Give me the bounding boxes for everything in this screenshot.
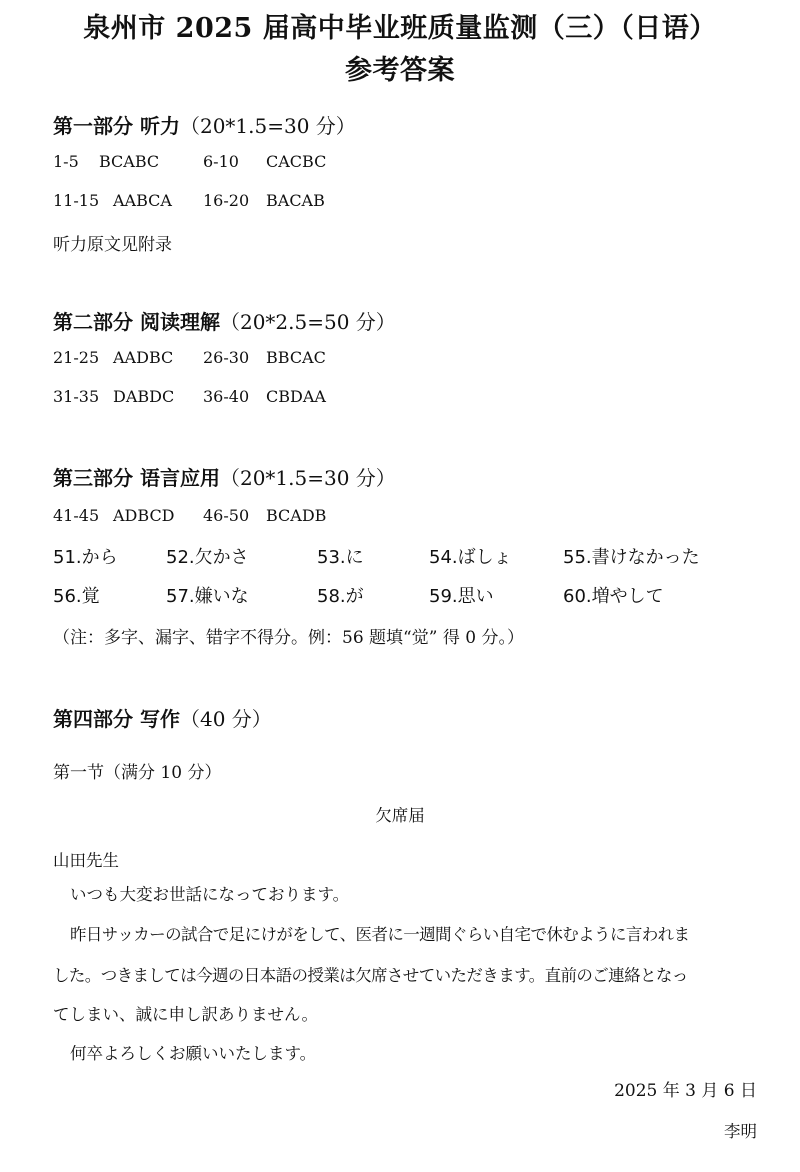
answer-letters: AADBC [113,348,174,367]
part3-note: （注：多字、漏字、错字不得分。例：56 题填“觉” 得 0 分。） [53,628,524,648]
letter-signature: 李明 [724,1122,757,1141]
part3-title: 第三部分 语言应用 [53,466,220,490]
document-title: 泉州市 2025 届高中毕业班质量监测（三）（日语） [83,13,717,44]
part2-heading [53,306,396,335]
fill-answer: 56.覚 [53,586,100,607]
answer-range: 11-15 [53,191,100,210]
letter-paragraph: いつも大変お世話になっております。 [70,885,350,904]
part4-section: 第一节（满分 10 分） [53,763,222,783]
answer-letters: BBCAC [266,348,326,367]
fill-answer: 55.書けなかった [563,547,700,568]
part4-score: （40 分） [179,707,272,731]
part2-title: 第二部分 阅读理解 [53,310,220,334]
letter-paragraph: 何卒よろしくお願いいたします。 [70,1044,317,1063]
answer-letters: BACAB [266,191,325,210]
answer-range: 31-35 [53,387,100,406]
part4-title: 第四部分 写作 [53,707,180,731]
answer-range: 6-10 [203,152,239,171]
part1-heading [53,110,356,139]
part1-title: 第一部分 听力 [53,114,180,138]
fill-answer: 51.から [53,547,118,568]
fill-answer: 54.ばしょ [429,547,512,568]
answer-range: 36-40 [203,387,250,406]
answer-range: 41-45 [53,506,100,525]
part3-score: （20*1.5=30 分） [219,466,396,490]
part4-heading [53,703,272,732]
fill-answer: 53.に [317,547,364,568]
answer-letters: CBDAA [266,387,326,406]
fill-answer: 59.思い [429,586,494,607]
part1-note: 听力原文见附录 [53,235,172,255]
answer-letters: AABCA [113,191,172,210]
answer-range: 1-5 [53,152,79,171]
answer-letters: BCADB [266,506,327,525]
fill-answer: 57.嫌いな [166,586,249,607]
answer-range: 21-25 [53,348,100,367]
answer-letters: CACBC [266,152,327,171]
letter-salutation: 山田先生 [53,851,119,870]
letter-paragraph: した。つきましては今週の日本語の授業は欠席させていただきます。直前のご連絡となっ [53,966,688,985]
answer-letters: DABDC [113,387,175,406]
part3-heading [53,462,396,491]
answer-letters: ADBCD [113,506,175,525]
answer-range: 26-30 [203,348,250,367]
part1-score: （20*1.5=30 分） [179,114,356,138]
letter-paragraph: てしまい、誠に申し訳ありません。 [53,1005,318,1024]
fill-answer: 58.が [317,586,364,607]
fill-answer: 52.欠かさ [166,547,249,568]
document-subtitle: 参考答案 [345,55,455,86]
answer-letters: BCABC [99,152,160,171]
answer-range: 46-50 [203,506,250,525]
answer-range: 16-20 [203,191,250,210]
fill-answer: 60.増やして [563,586,664,607]
letter-date: 2025 年 3 月 6 日 [614,1081,757,1101]
letter-title: 欠席届 [375,806,425,825]
part2-score: （20*2.5=50 分） [219,310,396,334]
letter-paragraph: 昨日サッカーの試合で足にけがをして、医者に一週間ぐらい自宅で休むように言われま [70,925,690,944]
